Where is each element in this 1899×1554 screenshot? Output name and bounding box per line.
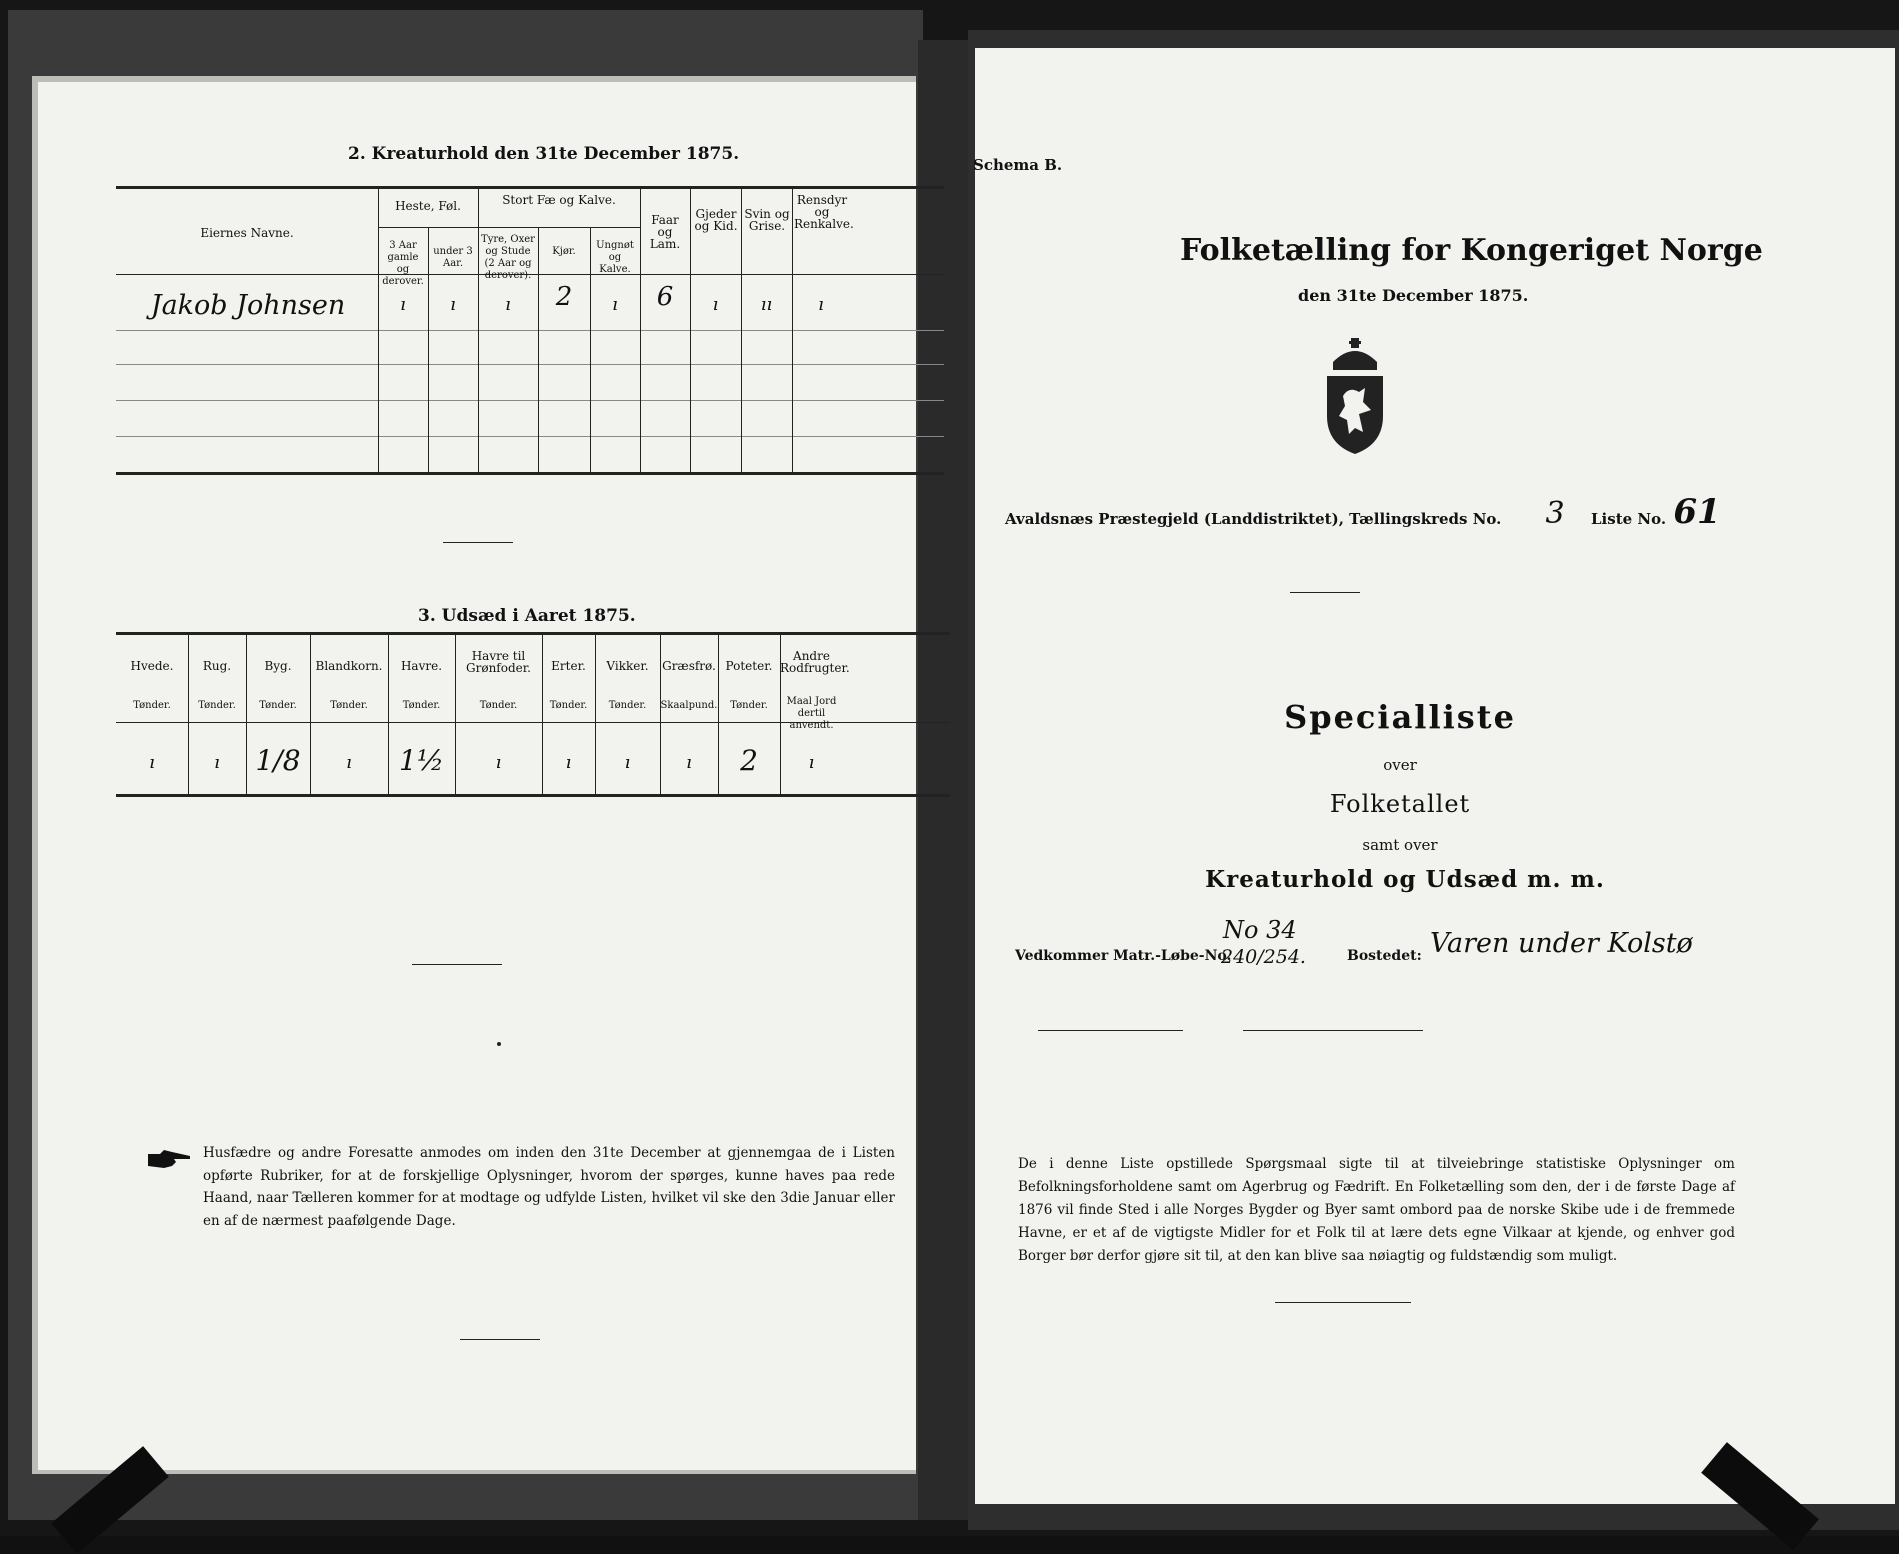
livestock-value: 2 [555, 282, 573, 312]
matr-upper: No 34 [1223, 916, 1297, 944]
seed-value: ı [565, 752, 572, 773]
seed-column-header: Vikker. [606, 659, 649, 673]
seed-value: ı [624, 752, 631, 773]
separator-line [1243, 1031, 1423, 1032]
bosted-label: Bostedet: [1347, 948, 1422, 964]
matr-label: Vedkommer Matr.-Løbe-No. [1015, 948, 1232, 964]
table-rule [538, 227, 539, 474]
seed-unit-label: Skaalpund. [660, 700, 718, 711]
table-rule [116, 330, 944, 331]
specialliste-heading: Specialliste [1284, 698, 1516, 736]
district-line [1005, 510, 1501, 528]
table-rule [792, 186, 793, 474]
seed-value: ı [214, 752, 220, 773]
seed-unit-label: Tønder. [198, 700, 236, 711]
seed-unit-label: Maal Jord dertil anvendt. [786, 696, 837, 731]
sheep-header: Faar og Lam. [649, 213, 681, 251]
samt-over-label: samt over [1362, 836, 1438, 854]
owner-name: Jakob Johnsen [150, 290, 346, 321]
seed-value: ı [346, 752, 352, 773]
seed-column-header: Hvede. [130, 659, 174, 673]
reindeer-header: Rensdyr og Renkalve. [794, 193, 854, 231]
seed-section-title: 3. Udsæd i Aaret 1875. [418, 606, 636, 626]
pointing-hand-icon [146, 1148, 194, 1176]
bosted-value: Varen under Kolstø [1430, 928, 1693, 959]
table-rule [116, 472, 944, 475]
horses-young-header: under 3 Aar. [433, 246, 473, 269]
seed-column-header: Erter. [551, 659, 586, 673]
seed-unit-label: Tønder. [259, 700, 297, 711]
seed-value: 1/8 [255, 744, 301, 777]
dot [497, 1042, 501, 1046]
liste-number: 61 [1673, 492, 1721, 532]
livestock-value: ı [505, 294, 511, 315]
livestock-value: ı [612, 294, 618, 315]
table-rule [378, 227, 640, 228]
seed-value: 1½ [399, 744, 444, 777]
matr-lower: 240/254. [1221, 946, 1306, 968]
table-rule [116, 794, 950, 797]
kreds-number: 3 [1545, 496, 1565, 531]
seed-unit-label: Tønder. [402, 700, 441, 711]
seed-value: ı [149, 752, 155, 773]
table-rule [590, 227, 591, 474]
cows-header: Kjør. [552, 246, 576, 257]
census-date: den 31te December 1875. [1298, 286, 1529, 305]
instructions-notice: Husfædre og andre Foresatte anmodes om inden den 31te December at gjennemgaa de i Listen opførte Rubriker, for at de forskjellige Oplysninger, hvorom der spørges, kunne haves paa rede Haand, naar Tælleren kommer for at modtage og udfylde Listen, hvilket vil ske den 3die Januar eller en af de nærmest paafølgende Dage. [203, 1145, 895, 1229]
table-rule [478, 186, 479, 474]
horses-group-header: Heste, Føl. [395, 199, 461, 213]
left-page [38, 82, 916, 1470]
right-page [975, 48, 1895, 1504]
owner-column-header: Eiernes Navne. [200, 226, 294, 240]
seed-unit-label: Tønder. [549, 700, 588, 711]
separator-line [460, 1339, 540, 1340]
seed-column-header: Græsfrø. [662, 659, 716, 673]
livestock-value: ı [400, 294, 406, 315]
young-cattle-header: Ungnøt og Kalve. [596, 240, 634, 275]
table-rule [690, 186, 691, 474]
liste-label: Liste No. [1591, 510, 1667, 528]
seed-column-header: Blandkorn. [315, 659, 383, 673]
table-rule [741, 186, 742, 474]
seed-value: ı [686, 752, 692, 773]
livestock-value: ı [818, 294, 824, 315]
cattle-group-header: Stort Fæ og Kalve. [502, 193, 616, 207]
seed-column-header: Andre Rodfrugter. [780, 649, 850, 675]
table-rule [116, 400, 944, 401]
seed-value: ı [808, 752, 815, 773]
table-rule [428, 227, 429, 474]
seed-unit-label: Tønder. [730, 700, 768, 711]
district-prefix: Avaldsnæs Præstegjeld (Landdistriktet), Tællingskreds No. [1005, 510, 1502, 528]
horses-old-header: 3 Aar gamle og derover. [382, 240, 424, 287]
bulls-header: Tyre, Oxer og Stude (2 Aar og derover). [481, 234, 535, 281]
separator-line [412, 964, 502, 965]
goats-header: Gjeder og Kid. [694, 207, 738, 233]
seed-column-header: Havre til Grønfoder. [466, 649, 531, 675]
livestock-value: ıı [760, 294, 773, 315]
census-explanation: De i denne Liste opstillede Spørgsmaal sigte til at tilveiebringe statistiske Oplysninger om Befolkningsforholdene samt om Agerbrug og Fædrift. En Folketælling som den, der i de første Dage af 1876 vil finde Sted i alle Norges Bygder og Byer samt ombord paa de norske Skibe ude i de fremmede Havne, er et af de vigtigste Midler for et Folk til at lære dets egne Vilkaar at kjende, og enhver god Borger bør derfor gjøre sit til, at den kan blive saa nøiagtig og fuldstændig som muligt. [1018, 1156, 1735, 1264]
table-rule [116, 186, 944, 189]
seed-column-header: Havre. [400, 659, 443, 673]
over-label: over [1383, 756, 1417, 774]
livestock-value: ı [450, 294, 456, 315]
separator-line [1038, 1030, 1183, 1031]
table-rule [378, 186, 379, 474]
folketallet-heading: Folketallet [1329, 790, 1471, 818]
livestock-value: ı [712, 294, 719, 315]
seed-value: ı [495, 752, 502, 773]
census-title: Folketælling for Kongeriget Norge [1180, 233, 1763, 268]
seed-unit-label: Tønder. [330, 700, 368, 711]
table-rule [640, 186, 641, 474]
seed-value: 2 [740, 744, 758, 777]
pigs-header: Svin og Grise. [744, 207, 790, 233]
seed-unit-label: Tønder. [133, 700, 171, 711]
seed-column-header: Byg. [264, 659, 292, 673]
kreaturhold-heading: Kreaturhold og Udsæd m. m. [1205, 866, 1605, 893]
table-rule [116, 364, 944, 365]
coat-of-arms-icon [1319, 336, 1391, 460]
seed-unit-label: Tønder. [608, 700, 647, 711]
seed-unit-label: Tønder. [479, 700, 518, 711]
separator-line [1275, 1302, 1411, 1303]
seed-column-header: Rug. [202, 659, 232, 673]
table-rule [116, 436, 944, 437]
separator-line [443, 542, 513, 543]
seed-column-header: Poteter. [725, 659, 773, 673]
livestock-value: 6 [656, 282, 674, 312]
livestock-section-title: 2. Kreaturhold den 31te December 1875. [348, 144, 740, 164]
schema-label: Schema B. [973, 156, 1063, 174]
table-rule [116, 632, 950, 635]
separator-line [1290, 592, 1360, 593]
